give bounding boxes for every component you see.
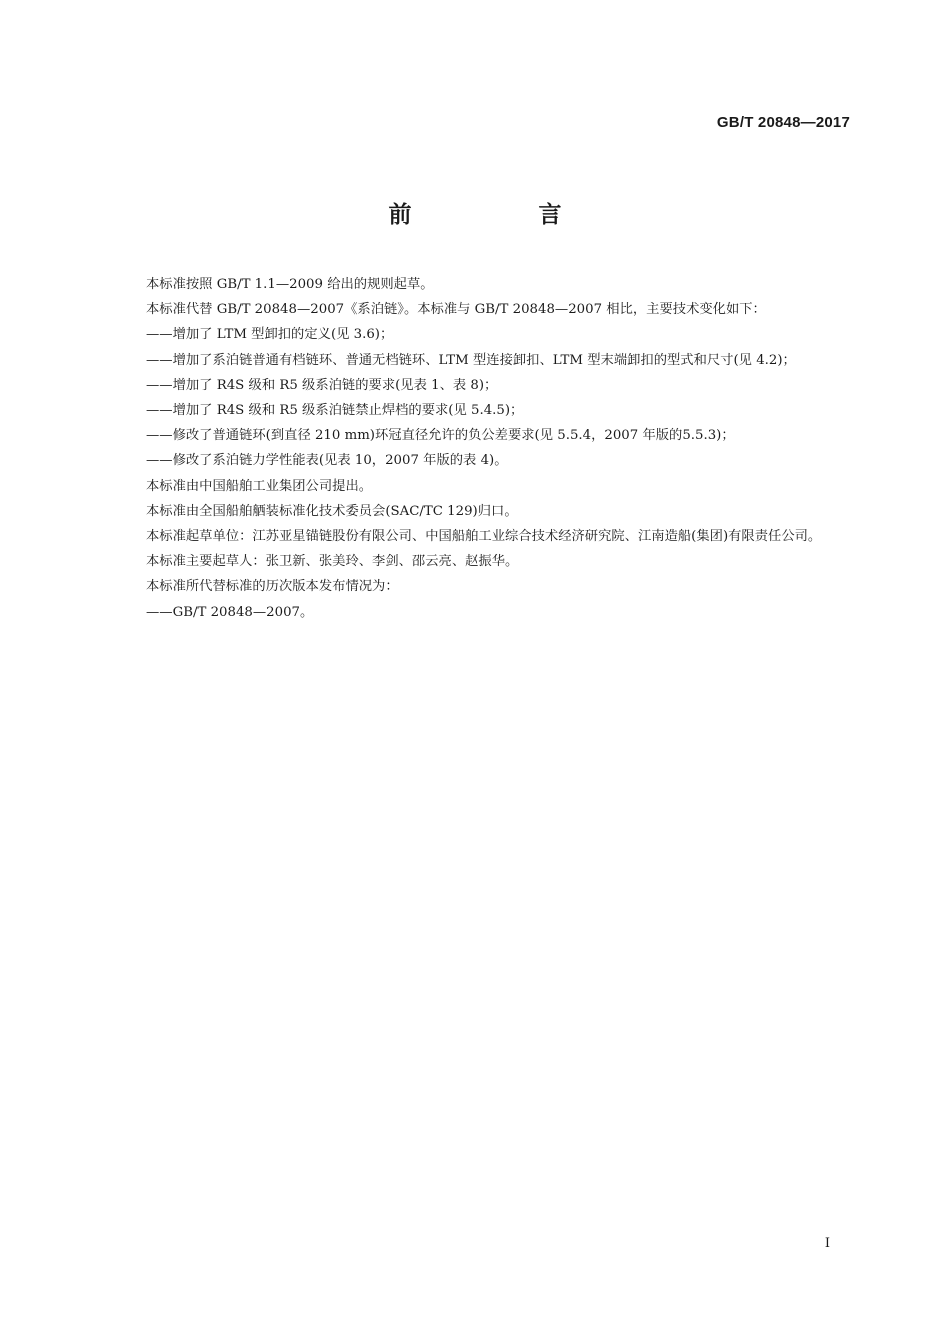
paragraph-proposed-by: 本标准由中国船舶工业集团公司提出。 xyxy=(146,478,373,494)
list-item-change: ——增加了 R4S 级和 R5 级系泊链的要求(见表 1、表 8)； xyxy=(146,377,498,393)
paragraph-drafting-units: 本标准起草单位：江苏亚星锚链股份有限公司、中国船舶工业综合技术经济研究院、江南造船(集团)有限责任公司。 xyxy=(146,529,822,545)
paragraph-centralized-by: 本标准由全国船舶舾装标准化技术委员会(SAC/TC 129)归口。 xyxy=(146,503,518,519)
standard-code: GB/T 20848—2017 xyxy=(716,114,850,131)
page-number: I xyxy=(824,1236,830,1251)
list-item-change: ——增加了 R4S 级和 R5 级系泊链禁止焊档的要求(见 5.4.5)； xyxy=(146,403,524,419)
list-item-change: ——增加了 LTM 型卸扣的定义(见 3.6)； xyxy=(146,327,394,343)
paragraph-drafting-rules: 本标准按照 GB/T 1.1—2009 给出的规则起草。 xyxy=(146,277,434,292)
paragraph-drafters: 本标准主要起草人：张卫新、张美玲、李剑、邵云亮、赵振华。 xyxy=(146,554,519,570)
page-title: 前 言 xyxy=(388,202,614,228)
paragraph-history-intro: 本标准所代替标准的历次版本发布情况为： xyxy=(146,579,399,595)
foreword-body xyxy=(115,272,850,625)
list-item-change: ——修改了系泊链力学性能表(见表 10，2007 年版的表 4)。 xyxy=(146,453,508,469)
paragraph-replaces: 本标准代替 GB/T 20848—2007《系泊链》。本标准与 GB/T 20848—2007 相比，主要技术变化如下： xyxy=(146,302,766,318)
list-item-change: ——修改了普通链环(到直径 210 mm)环冠直径允许的负公差要求(见 5.5.4，2007 年版的5.5.3)； xyxy=(146,428,735,444)
list-item-change: ——增加了系泊链普通有档链环、普通无档链环、LTM 型连接卸扣、LTM 型末端卸扣的型式和尺寸(见 4.2)； xyxy=(146,352,796,368)
list-item-history: ——GB/T 20848—2007。 xyxy=(146,604,314,620)
